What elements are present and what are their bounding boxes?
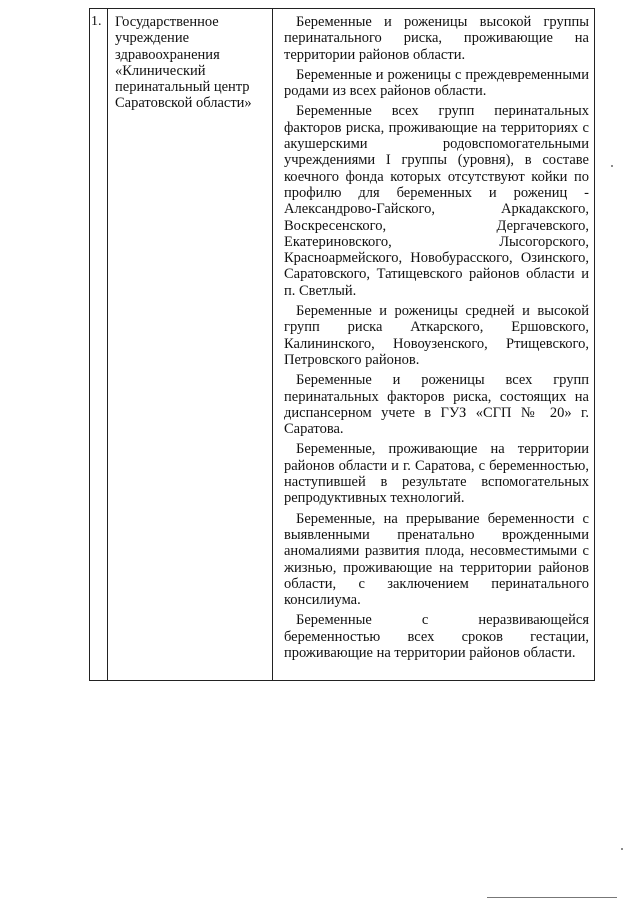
criteria-paragraph: Беременные, на прерывание беременности с выявленными пренатально врожденными аномалиями развития плода, несовместимыми с жизнью, проживающие на территории районов области, с заключением перинатального консилиума.: [284, 510, 589, 609]
criteria-paragraph: Беременные, проживающие на территории районов области и г. Саратова, с беременностью, наступившей в результате вспомогательных репродуктивных технологий.: [284, 441, 589, 507]
criteria-paragraph: Беременные и роженицы высокой группы перинатального риска, проживающие на территории районов области.: [284, 14, 589, 63]
row-number: 1.: [91, 14, 102, 29]
criteria-paragraph: Беременные с неразвивающейся беременностью всех сроков гестации, проживающие на территории районов области.: [284, 612, 589, 661]
patient-criteria-cell: [284, 14, 589, 665]
scan-speck: [621, 848, 623, 850]
criteria-paragraph: Беременные всех групп перинатальных факторов риска, проживающие на территориях с акушерскими родовспомогательными учреждениями I группы (уровня), в составе коечного фонда которых отсутствуют койки по профилю для беременных и рожениц - Александрово-Гайского, Аркадакского, Воскресенского, Дергачевского, Екатериновского, Лысогорского, Красноармейского, Новобурасского, Озинского, Саратовского, Татищевского районов области и п. Светлый.: [284, 103, 589, 299]
institution-name: Государственное учреждение здравоохранения «Клинический перинатальный центр Саратовской области»: [115, 14, 252, 112]
criteria-paragraph: Беременные и роженицы с преждевременными родами из всех районов области.: [284, 66, 589, 100]
bottom-rule-line: [487, 897, 617, 898]
criteria-paragraph: Беременные и роженицы всех групп перинатальных факторов риска, состоящих на диспансерном учете в ГУЗ «СГП № 20» г. Саратова.: [284, 372, 589, 438]
routing-table: [89, 8, 595, 681]
column-divider-1: [107, 9, 108, 680]
scan-speck: [611, 165, 613, 167]
column-divider-2: [272, 9, 273, 680]
criteria-paragraph: Беременные и роженицы средней и высокой групп риска Аткарского, Ершовского, Калининского, Новоузенского, Ртищевского, Петровского районов.: [284, 303, 589, 368]
